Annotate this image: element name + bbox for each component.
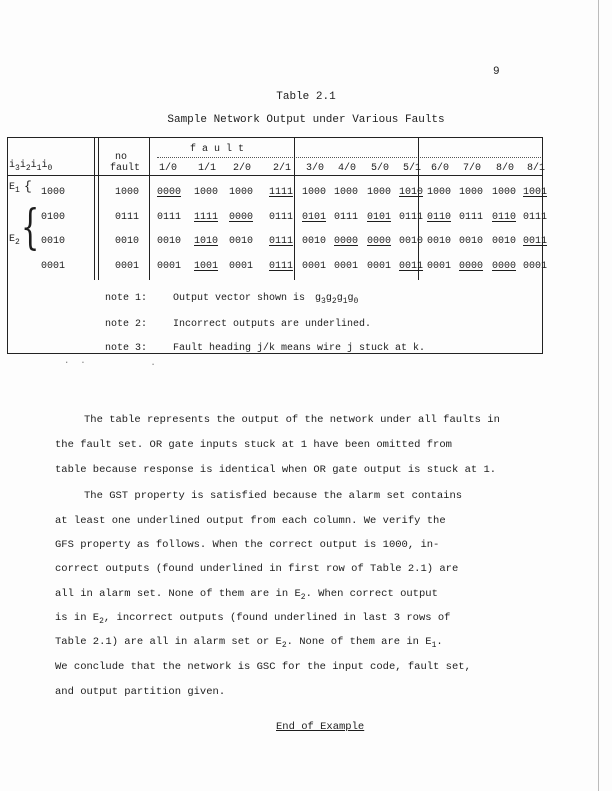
col-header-1-1: 1/1 xyxy=(198,163,217,174)
group-rule-1 xyxy=(294,137,295,280)
row-nofault: 0010 xyxy=(115,236,140,247)
table-cell: 1001 xyxy=(194,261,219,272)
table-cell: 0111 xyxy=(399,212,424,223)
nofault-header-1: no xyxy=(115,152,128,163)
table-cell: 1111 xyxy=(269,187,294,198)
para1-line3: table because response is identical when OR gate output is stuck at 1. xyxy=(55,464,497,476)
fault-header: f a u l t xyxy=(190,144,245,155)
table-cell: 0001 xyxy=(157,261,182,272)
e1-brace: { xyxy=(24,179,32,194)
col-header-2-0: 2/0 xyxy=(233,163,252,174)
table-cell: 0010 xyxy=(229,236,254,247)
para1-line2: the fault set. OR gate inputs stuck at 1 have been omitted from xyxy=(55,439,452,451)
table-cell: 0010 xyxy=(302,236,327,247)
note-text: Output vector shown is $g_3g_2g_1g_0$ xyxy=(173,293,359,306)
table-cell: 0010 xyxy=(399,236,424,247)
table-cell: 0011 xyxy=(523,236,548,247)
col-header-2-1: 2/1 xyxy=(273,163,292,174)
scan-mark: · · . xyxy=(64,358,156,368)
table-cell: 0111 xyxy=(459,212,484,223)
row-nofault: 1000 xyxy=(115,187,140,198)
table-cell: 0000 xyxy=(367,236,392,247)
table-cell: 1010 xyxy=(399,187,424,198)
fault-table xyxy=(7,137,548,354)
table-cell: 1111 xyxy=(194,212,219,223)
e2-brace: { xyxy=(21,199,40,255)
table-cell: 0111 xyxy=(269,261,294,272)
table-cell: 1000 xyxy=(459,187,484,198)
table-cell: 0101 xyxy=(302,212,327,223)
nofault-header-2: fault xyxy=(110,163,141,174)
table-cell: 0111 xyxy=(269,236,294,247)
note-label: note 1: xyxy=(105,293,148,304)
table-cell: 1000 xyxy=(302,187,327,198)
note-text: Incorrect outputs are underlined. xyxy=(173,319,372,330)
table-cell: 0111 xyxy=(523,212,548,223)
table-cell: 0001 xyxy=(367,261,392,272)
table-cell: 1000 xyxy=(427,187,452,198)
table-cell: 1000 xyxy=(367,187,392,198)
table-cell: 0001 xyxy=(302,261,327,272)
note-math: $g_3g_2g_1g_0$ xyxy=(315,293,359,306)
para2-line5: all in alarm set. None of them are in $E_2$. When correct output xyxy=(55,588,438,602)
e1-label: $E_1$ xyxy=(9,182,20,195)
table-cell: 1010 xyxy=(194,236,219,247)
table-cell: 0111 xyxy=(334,212,359,223)
note-label: note 2: xyxy=(105,319,148,330)
col-header-7-0: 7/0 xyxy=(463,163,482,174)
table-header-rule xyxy=(7,175,543,176)
table-top-rule xyxy=(7,137,543,138)
para2-line8: We conclude that the network is GSC for the input code, fault set, xyxy=(55,661,471,673)
table-cell: 0000 xyxy=(459,261,484,272)
table-cell: 0001 xyxy=(229,261,254,272)
note-text: Fault heading j/k means wire j stuck at k. xyxy=(173,343,426,354)
table-cell: 0001 xyxy=(334,261,359,272)
page-number: 9 xyxy=(493,66,500,78)
col-header-8-1: 8/1 xyxy=(527,163,546,174)
end-of-example: End of Example xyxy=(276,721,365,733)
row-input: 0100 xyxy=(41,212,66,223)
para1-line1: The table represents the output of the network under all faults in xyxy=(84,414,500,426)
row-input: 0001 xyxy=(41,261,66,272)
row-nofault: 0001 xyxy=(115,261,140,272)
table-cell: 1001 xyxy=(523,187,548,198)
table-cell: 0010 xyxy=(157,236,182,247)
col-header-8-0: 8/0 xyxy=(496,163,515,174)
row-nofault: 0111 xyxy=(115,212,140,223)
fault-header-underline xyxy=(157,157,543,159)
double-rule-a xyxy=(94,137,95,280)
table-cell: 0001 xyxy=(427,261,452,272)
table-left-rule xyxy=(7,137,8,353)
table-cell: 0000 xyxy=(334,236,359,247)
nofault-rule xyxy=(149,137,150,280)
table-cell: 0000 xyxy=(157,187,182,198)
col-header-6-0: 6/0 xyxy=(431,163,450,174)
table-cell: 1000 xyxy=(334,187,359,198)
table-cell: 0011 xyxy=(399,261,424,272)
para2-line9: and output partition given. xyxy=(55,686,226,698)
col-header-1-0: 1/0 xyxy=(159,163,178,174)
para2-line1: The GST property is satisfied because the alarm set contains xyxy=(84,490,463,502)
para2-line6: is in $E_2$, incorrect outputs (found underlined in last 3 rows of xyxy=(55,612,451,626)
table-cell: 0001 xyxy=(523,261,548,272)
table-cell: 0101 xyxy=(367,212,392,223)
table-cell: 0110 xyxy=(492,212,517,223)
para2-line2: at least one underlined output from each column. We verify the xyxy=(55,515,446,527)
table-label: Table 2.1 xyxy=(276,91,336,103)
note-label: note 3: xyxy=(105,343,148,354)
table-cell: 1000 xyxy=(194,187,219,198)
e2-label: $E_2$ xyxy=(9,234,20,247)
row-input: 0010 xyxy=(41,236,66,247)
col-header-3-0: 3/0 xyxy=(306,163,325,174)
table-cell: 1000 xyxy=(492,187,517,198)
input-header: $i_3i_2i_1i_0$ xyxy=(9,160,53,173)
table-cell: 0111 xyxy=(269,212,294,223)
table-caption: Sample Network Output under Various Faults xyxy=(167,114,445,126)
table-cell: 0111 xyxy=(157,212,182,223)
col-header-5-1: 5/1 xyxy=(403,163,422,174)
table-cell: 0000 xyxy=(492,261,517,272)
para2-line3: GFS property as follows. When the correct output is 1000, in- xyxy=(55,539,440,551)
table-cell: 1000 xyxy=(229,187,254,198)
col-header-4-0: 4/0 xyxy=(338,163,357,174)
table-cell: 0010 xyxy=(459,236,484,247)
group-rule-2 xyxy=(418,137,419,280)
table-cell: 0110 xyxy=(427,212,452,223)
table-cell: 0010 xyxy=(492,236,517,247)
table-cell: 0010 xyxy=(427,236,452,247)
row-input: 1000 xyxy=(41,187,66,198)
para2-line4: correct outputs (found underlined in first row of Table 2.1) are xyxy=(55,563,459,575)
table-cell: 0000 xyxy=(229,212,254,223)
col-header-5-0: 5/0 xyxy=(371,163,390,174)
double-rule-b xyxy=(98,137,99,280)
para2-line7: Table 2.1) are all in alarm set or $E_2$. None of them are in $E_1$. xyxy=(55,636,443,650)
